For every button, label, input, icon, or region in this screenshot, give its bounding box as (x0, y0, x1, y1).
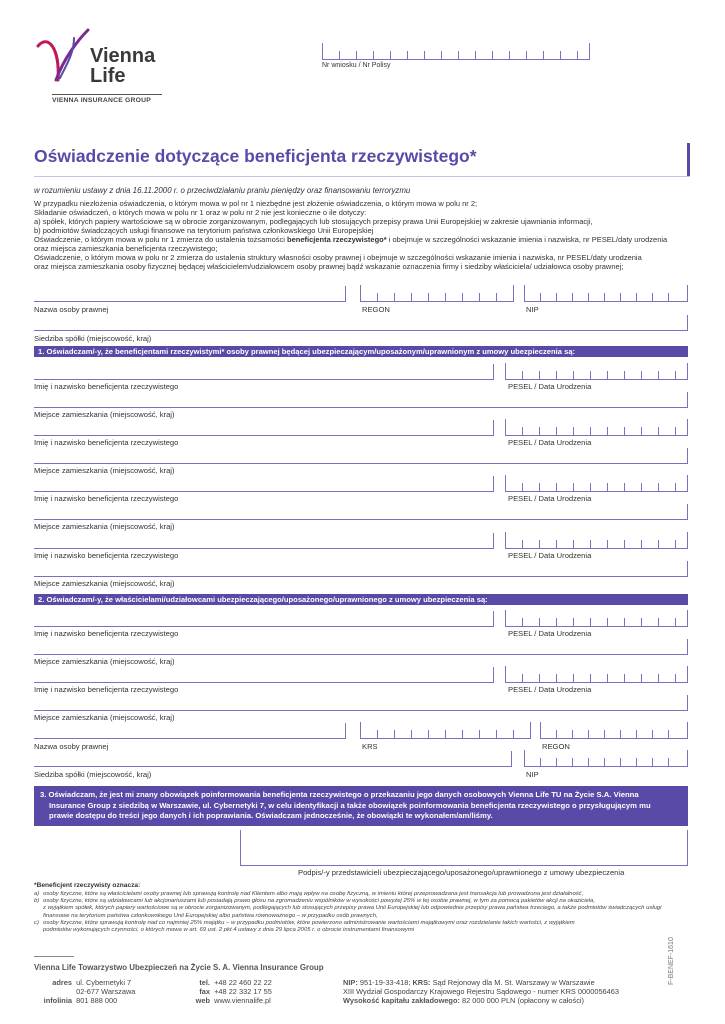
footer-contact-block: tel. +48 22 460 22 22 fax +48 22 332 17 55 web www.viennalife.pl (195, 978, 272, 1005)
logo-divider (52, 94, 162, 95)
residence-label: Miejsce zamieszkania (miejscowość, kraj) (34, 410, 175, 419)
beneficiary-name-field[interactable] (34, 476, 494, 492)
footer-registry-block: NIP: 951-19-33-418; KRS: Sąd Rejonowy dla M. St. Warszawy w Warszawie XIII Wydział Gospodarczy Krajowego Rejestru Sądowego - numer KRS 0000056463 Wysokość kapitału zakładowego: 82 000 000 PLN (opłacony w całości) (343, 978, 619, 1005)
company-seat-field[interactable] (34, 315, 688, 331)
company-seat-label: Siedziba spółki (miejscowość, kraj) (34, 334, 152, 343)
legal-seat-field[interactable] (34, 751, 512, 767)
logo (34, 22, 174, 106)
logo-line2: Life (90, 65, 126, 87)
footer-company: Vienna Life Towarzystwo Ubezpieczeń na Życie S. A. Vienna Insurance Group (34, 963, 324, 972)
residence-label: Miejsce zamieszkania (miejscowość, kraj) (34, 657, 175, 666)
section3-line: Insurance Group z siedzibą w Warszawie, ul. Cybernetyki 7, w celu identyfikacji a także obowiązek poinformowania beneficjenta rzeczywistego o przysługującym mu (49, 800, 651, 810)
regon-boxes[interactable] (540, 723, 688, 739)
pesel-boxes[interactable] (505, 476, 688, 492)
footnote-b-cont: finansowe na terytorium państwa członkowskiego Unii Europejskiej albo państwa równoważnego – w przypadku osób prawnych, (43, 912, 378, 919)
nip-label: NIP (526, 770, 539, 779)
policy-number-boxes[interactable] (322, 44, 590, 60)
legal-seat-label: Siedziba spółki (miejscowość, kraj) (34, 770, 152, 779)
footnote-c: c) osoby fizyczne, które sprawują kontrolę nad co najmniej 25% majątku – w przypadku podmiotów, które powierzono administrowanie wartościami majątkowymi oraz rozdzielanie takich wartości, z wyjątkiem (34, 919, 575, 926)
intro-line: a) spółek, których papiery wartościowe są w obrocie zorganizowanym, podlegających lub stosujących przepisy prawa Unii Europejskiej w zakresie ujawniania informacji, (34, 217, 593, 226)
pesel-label: PESEL / Data Urodzenia (508, 685, 592, 694)
intro-line: b) podmiotów świadczących usługi finansowe na terytorium państwa członkowskiego Unii Europejskiej (34, 226, 374, 235)
beneficiary-name-field[interactable] (34, 533, 494, 549)
footnote-b-cont: z wyjątkiem spółek, których papiery wartościowe są w obrocie zorganizowanym, podlegających lub stosujących przepisy prawa Unii Europejskiej lub odpowiednie przepisy prawa państwa trzeciego, a także podmiotów świadczących usługi (43, 905, 662, 912)
krs-label: KRS (362, 742, 378, 751)
residence-field[interactable] (34, 695, 688, 711)
owner-name-label: Imię i nazwisko beneficjenta rzeczywistego (34, 685, 179, 694)
pesel-boxes[interactable] (505, 611, 688, 627)
regon-boxes[interactable] (360, 286, 514, 302)
regon-label: REGON (362, 305, 390, 314)
nip-boxes[interactable] (524, 286, 688, 302)
legal-name-field[interactable] (34, 723, 346, 739)
footer-address-block: adres ul. Cybernetyki 7 02-677 Warszawa infolinia 801 888 000 (43, 978, 136, 1005)
beneficiary-name-label: Imię i nazwisko beneficjenta rzeczywistego (34, 438, 179, 447)
section1-header: 1. Oświadczam/-y, że beneficjentami rzeczywistymi* osoby prawnej będącej ubezpieczającym/uposażonym/uprawnionym z umowy ubezpieczenia są: (34, 346, 688, 357)
beneficiary-name-label: Imię i nazwisko beneficjenta rzeczywistego (34, 382, 179, 391)
page-title: Oświadczenie dotyczące beneficjenta rzeczywistego* (34, 146, 477, 166)
pesel-boxes[interactable] (505, 667, 688, 683)
pesel-label: PESEL / Data Urodzenia (508, 494, 592, 503)
beneficiary-name-label: Imię i nazwisko beneficjenta rzeczywistego (34, 494, 179, 503)
owner-name-field[interactable] (34, 611, 494, 627)
footnotes-title: *Beneficjent rzeczywisty oznacza: (34, 882, 141, 889)
residence-field[interactable] (34, 561, 688, 577)
nip-boxes[interactable] (524, 751, 688, 767)
nip-label: NIP (526, 305, 539, 314)
company-name-field[interactable] (34, 286, 346, 302)
residence-field[interactable] (34, 448, 688, 464)
owner-name-label: Imię i nazwisko beneficjenta rzeczywistego (34, 629, 179, 638)
residence-field[interactable] (34, 392, 688, 408)
beneficiary-name-field[interactable] (34, 364, 494, 380)
pesel-label: PESEL / Data Urodzenia (508, 438, 592, 447)
policy-number-label: Nr wniosku / Nr Polisy (322, 62, 391, 69)
intro-line: oraz miejsca zamieszkania beneficjenta rzeczywistego; (34, 244, 218, 253)
regon-label: REGON (542, 742, 570, 751)
logo-mark-icon (34, 28, 92, 86)
residence-label: Miejsce zamieszkania (miejscowość, kraj) (34, 713, 175, 722)
intro-line: W przypadku niezłożenia oświadczenia, o którym mowa w pol nr 1 niezbędne jest złożenie oświadczenia, o którym mowa w polu nr 2; (34, 199, 478, 208)
section3-line: 3. Oświadczam, że jest mi znany obowiązek poinformowania beneficjenta rzeczywistego o przekazaniu jego danych osobowych Vienna Life TU na Życie S.A. Vienna (40, 790, 639, 799)
legal-name-label: Nazwa osoby prawnej (34, 742, 109, 751)
intro-line: Oświadczenie, o którym mowa w polu nr 2 zmierza do ustalenia struktury własności osoby prawnej i obejmuje w szczególności wskazanie imienia i nazwiska, nr PESEL/daty urodzenia (34, 253, 642, 262)
pesel-boxes[interactable] (505, 420, 688, 436)
title-border-right (687, 143, 690, 177)
residence-label: Miejsce zamieszkania (miejscowość, kraj) (34, 466, 175, 475)
footnote-b: b) osoby fizyczne, które są udziałowcami lub akcjonariuszami lub posiadają prawo głosu na zgromadzeniu wspólników w wysokości powyżej 25% w tej osobie prawnej, w tym za pomocą pakietów akcji na okaziciela, (34, 898, 596, 905)
section3-line: prawie dostępu do treści jego danych i ich poprawiania. Oświadczam jednocześnie, że obowiązki te wykonałem/am/liśmy. (49, 811, 493, 820)
pesel-label: PESEL / Data Urodzenia (508, 629, 592, 638)
section2-header: 2. Oświadczam/-y, że właścicielami/udziałowcami ubezpieczającego/uposażonego/uprawnionego z umowy ubezpieczenia są: (34, 594, 688, 605)
footer-divider (34, 956, 74, 957)
owner-name-field[interactable] (34, 667, 494, 683)
subtitle: w rozumieniu ustawy z dnia 16.11.2000 r. o przeciwdziałaniu praniu pieniędzy oraz finansowaniu terroryzmu (34, 186, 411, 195)
footnote-c-cont: podmiotów wykonujących czynności, o których mowa w art. 69 ust. 2 pkt 4 ustawy z dnia 29 lipca 2005 r. o obrocie instrumentami finansowymi (43, 927, 415, 934)
pesel-boxes[interactable] (505, 364, 688, 380)
footnotes (34, 891, 694, 934)
beneficiary-name-label: Imię i nazwisko beneficjenta rzeczywistego (34, 551, 179, 560)
signature-label: Podpis/-y przedstawicieli ubezpieczającego/uposażonego/uprawnionego z umowy ubezpieczenia (298, 868, 625, 877)
pesel-boxes[interactable] (505, 533, 688, 549)
form-code: F-BENEF-1610 (668, 937, 675, 985)
krs-boxes[interactable] (360, 723, 531, 739)
residence-label: Miejsce zamieszkania (miejscowość, kraj) (34, 579, 175, 588)
residence-field[interactable] (34, 639, 688, 655)
pesel-label: PESEL / Data Urodzenia (508, 551, 592, 560)
section3-box (34, 786, 688, 826)
intro-line: Oświadczenie, o którym mowa w polu nr 1 zmierza do ustalenia tożsamości beneficjenta rzeczywistego* i obejmuje w szczególności wskazanie imienia i nazwiska, nr PESEL/daty urodzenia (34, 235, 668, 244)
pesel-label: PESEL / Data Urodzenia (508, 382, 592, 391)
footnote-a: a) osoby fizyczne, które są właścicielami osoby prawnej lub sprawują kontrolę nad Klientem albo mają wpływ na osobę fizyczną, w imieniu której przeprowadzana jest transakcja lub prowadzona jest działalność, (34, 891, 584, 897)
company-name-label: Nazwa osoby prawnej (34, 305, 109, 314)
intro-line: oraz miejsca zamieszkania osoby fizycznej będącej właścicielem/udziałowcem osoby prawnej bądź wskazanie oznaczenia firmy i siedziby właściciela/ udziałowca osoby prawnej; (34, 262, 624, 271)
title-border-bottom (34, 176, 690, 177)
logo-group: VIENNA INSURANCE GROUP (52, 97, 151, 104)
intro-text (34, 199, 689, 271)
beneficiary-name-field[interactable] (34, 420, 494, 436)
residence-label: Miejsce zamieszkania (miejscowość, kraj) (34, 522, 175, 531)
intro-line: Składanie oświadczeń, o których mowa w polu nr 1 oraz w polu nr 2 nie jest konieczne o ile dotyczy: (34, 208, 367, 217)
residence-field[interactable] (34, 504, 688, 520)
logo-line1: Vienna (90, 45, 156, 67)
signature-field[interactable] (240, 830, 688, 866)
